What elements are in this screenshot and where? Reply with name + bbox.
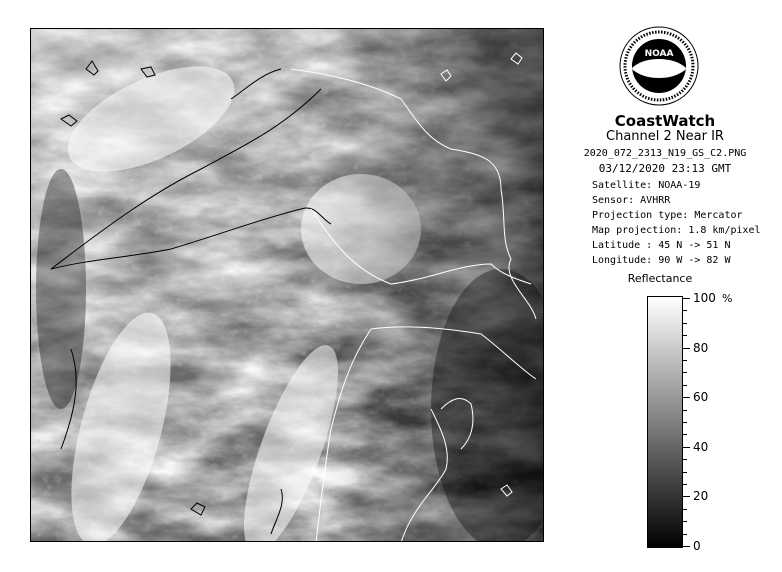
product-title: CoastWatch — [614, 112, 716, 130]
sensor-label: Sensor: AVHRR — [592, 195, 671, 206]
colorbar-tick — [683, 472, 687, 473]
colorbar-unit: % — [722, 292, 733, 305]
satellite-imagery-svg — [31, 29, 544, 542]
colorbar-tick — [683, 484, 687, 485]
colorbar-tick — [683, 385, 687, 386]
colorbar-tick-label: 60 — [693, 390, 709, 405]
colorbar-tick-label: 100 — [693, 291, 716, 305]
colorbar-tick — [683, 397, 690, 398]
map-projection-label: Map projection: 1.8 km/pixel — [592, 225, 761, 236]
colorbar-tick — [683, 422, 687, 423]
colorbar-tick — [683, 459, 687, 460]
longitude-label: Longitude: 90 W -> 82 W — [592, 255, 731, 266]
colorbar-tick — [683, 546, 690, 547]
datetime-label: 03/12/2020 23:13 GMT — [598, 162, 732, 175]
colorbar-tick — [683, 372, 687, 373]
colorbar-tick-label: 0 — [693, 539, 701, 553]
colorbar-tick — [683, 360, 687, 361]
colorbar-tick — [683, 534, 687, 535]
colorbar-tick — [683, 509, 687, 510]
colorbar-tick — [683, 496, 690, 497]
logo-text: NOAA — [644, 49, 674, 59]
satellite-label: Satellite: NOAA-19 — [592, 180, 701, 191]
colorbar-tick — [683, 447, 690, 448]
filename-label: 2020_072_2313_N19_GS_C2.PNG — [583, 148, 747, 159]
colorbar-tick — [683, 410, 687, 411]
colorbar-tick-label: 80 — [693, 340, 709, 355]
colorbar-tick — [683, 434, 687, 435]
colorbar-tick-label: 20 — [693, 489, 709, 504]
reflectance-colorbar — [647, 296, 683, 548]
colorbar-tick — [683, 335, 687, 336]
colorbar-tick — [683, 298, 690, 299]
latitude-label: Latitude : 45 N -> 51 N — [592, 240, 731, 251]
colorbar-tick — [683, 348, 690, 349]
colorbar-label: Reflectance — [627, 272, 693, 285]
colorbar-tick — [683, 310, 687, 311]
noaa-logo — [619, 26, 699, 106]
satellite-image — [30, 28, 544, 542]
colorbar-tick — [683, 323, 687, 324]
channel-subtitle: Channel 2 Near IR — [606, 129, 724, 144]
colorbar-tick-label: 40 — [693, 439, 709, 454]
colorbar-tick — [683, 521, 687, 522]
projection-type-label: Projection type: Mercator — [592, 210, 743, 221]
